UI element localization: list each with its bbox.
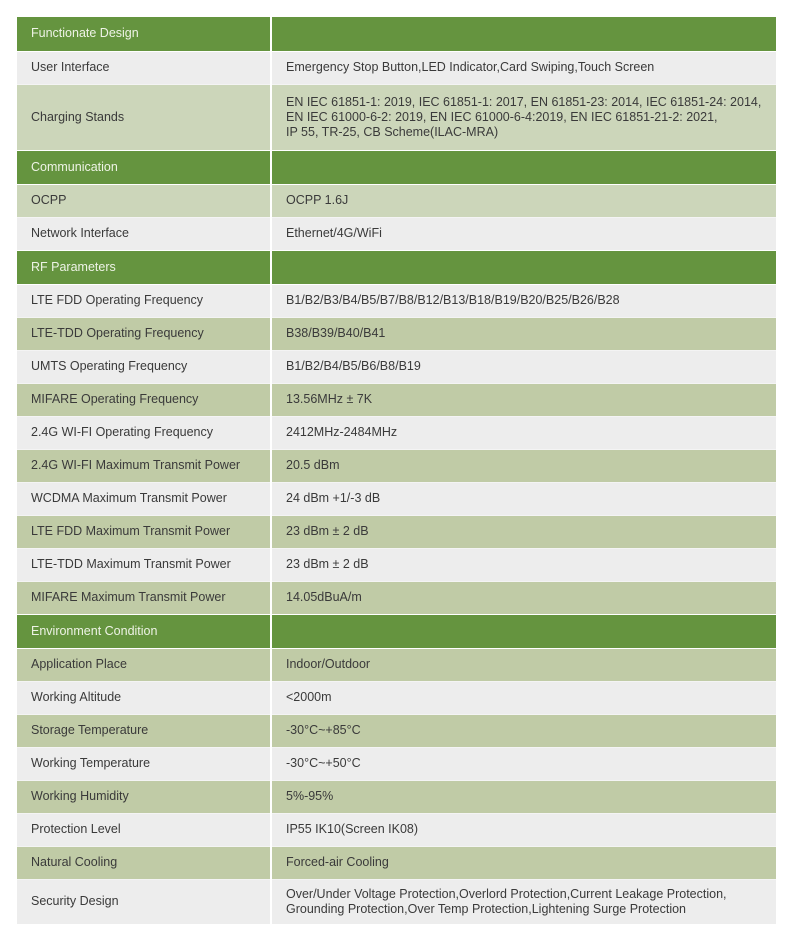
value-line: IP 55, TR-25, CB Scheme(ILAC-MRA) — [286, 124, 499, 139]
table-row — [17, 515, 776, 548]
value-line: Over/Under Voltage Protection,Overlord Protection,Current Leakage Protection, — [286, 886, 727, 901]
section-blank — [271, 150, 776, 184]
row-label: Working Humidity — [17, 780, 271, 813]
section-title: Environment Condition — [17, 614, 271, 648]
section-header-functionate-design — [17, 17, 776, 51]
row-value: 2412MHz-2484MHz — [271, 416, 776, 449]
row-label: Storage Temperature — [17, 714, 271, 747]
section-title: Communication — [17, 150, 271, 184]
table-row — [17, 284, 776, 317]
row-label: Natural Cooling — [17, 846, 271, 879]
section-header-environment-condition — [17, 614, 776, 648]
section-title: Functionate Design — [17, 17, 271, 51]
section-blank — [271, 17, 776, 51]
row-value: Ethernet/4G/WiFi — [271, 217, 776, 250]
table-row — [17, 714, 776, 747]
row-label: LTE FDD Maximum Transmit Power — [17, 515, 271, 548]
row-value: Indoor/Outdoor — [271, 648, 776, 681]
row-value: B38/B39/B40/B41 — [271, 317, 776, 350]
row-label: MIFARE Maximum Transmit Power — [17, 581, 271, 614]
row-value: 23 dBm ± 2 dB — [271, 548, 776, 581]
row-value: 24 dBm +1/-3 dB — [271, 482, 776, 515]
table-row — [17, 51, 776, 84]
row-value: 13.56MHz ± 7K — [271, 383, 776, 416]
row-label: Charging Stands — [17, 84, 271, 150]
table-row — [17, 350, 776, 383]
spec-table — [17, 17, 776, 924]
row-value — [271, 84, 776, 150]
value-line: EN IEC 61000-6-2: 2019, EN IEC 61000-6-4:2019, EN IEC 61851-21-2: 2021, — [286, 109, 718, 124]
row-value: <2000m — [271, 681, 776, 714]
row-value: 23 dBm ± 2 dB — [271, 515, 776, 548]
table-row — [17, 581, 776, 614]
row-label: Working Temperature — [17, 747, 271, 780]
value-line: Grounding Protection,Over Temp Protection,Lightening Surge Protection — [286, 901, 686, 916]
table-row — [17, 879, 776, 924]
section-blank — [271, 250, 776, 284]
row-label: LTE FDD Operating Frequency — [17, 284, 271, 317]
row-value: 20.5 dBm — [271, 449, 776, 482]
row-label: Application Place — [17, 648, 271, 681]
row-value: B1/B2/B4/B5/B6/B8/B19 — [271, 350, 776, 383]
table-row — [17, 449, 776, 482]
row-label: UMTS Operating Frequency — [17, 350, 271, 383]
table-row — [17, 747, 776, 780]
table-row — [17, 846, 776, 879]
row-label: 2.4G WI-FI Maximum Transmit Power — [17, 449, 271, 482]
row-value: Forced-air Cooling — [271, 846, 776, 879]
table-row — [17, 681, 776, 714]
section-header-rf-parameters — [17, 250, 776, 284]
table-row — [17, 780, 776, 813]
table-row — [17, 217, 776, 250]
row-value — [271, 879, 776, 924]
row-value: -30°C~+85°C — [271, 714, 776, 747]
row-value: -30°C~+50°C — [271, 747, 776, 780]
row-value: IP55 IK10(Screen IK08) — [271, 813, 776, 846]
section-title: RF Parameters — [17, 250, 271, 284]
section-header-communication — [17, 150, 776, 184]
row-label: LTE-TDD Operating Frequency — [17, 317, 271, 350]
row-label: MIFARE Operating Frequency — [17, 383, 271, 416]
table-row — [17, 648, 776, 681]
row-label: LTE-TDD Maximum Transmit Power — [17, 548, 271, 581]
row-label: Protection Level — [17, 813, 271, 846]
row-value: B1/B2/B3/B4/B5/B7/B8/B12/B13/B18/B19/B20/B25/B26/B28 — [271, 284, 776, 317]
table-row — [17, 482, 776, 515]
table-row — [17, 84, 776, 150]
value-line: EN IEC 61851-1: 2019, IEC 61851-1: 2017, EN 61851-23: 2014, IEC 61851-24: 2014, — [286, 94, 762, 109]
row-label: User Interface — [17, 51, 271, 84]
table-row — [17, 184, 776, 217]
row-label: WCDMA Maximum Transmit Power — [17, 482, 271, 515]
table-row — [17, 548, 776, 581]
section-blank — [271, 614, 776, 648]
table-row — [17, 317, 776, 350]
table-row — [17, 383, 776, 416]
row-value: OCPP 1.6J — [271, 184, 776, 217]
row-value: Emergency Stop Button,LED Indicator,Card Swiping,Touch Screen — [271, 51, 776, 84]
table-row — [17, 813, 776, 846]
row-label: Network Interface — [17, 217, 271, 250]
row-value: 14.05dBuA/m — [271, 581, 776, 614]
table-row — [17, 416, 776, 449]
row-label: OCPP — [17, 184, 271, 217]
row-label: 2.4G WI-FI Operating Frequency — [17, 416, 271, 449]
row-label: Security Design — [17, 879, 271, 924]
row-value: 5%-95% — [271, 780, 776, 813]
row-label: Working Altitude — [17, 681, 271, 714]
